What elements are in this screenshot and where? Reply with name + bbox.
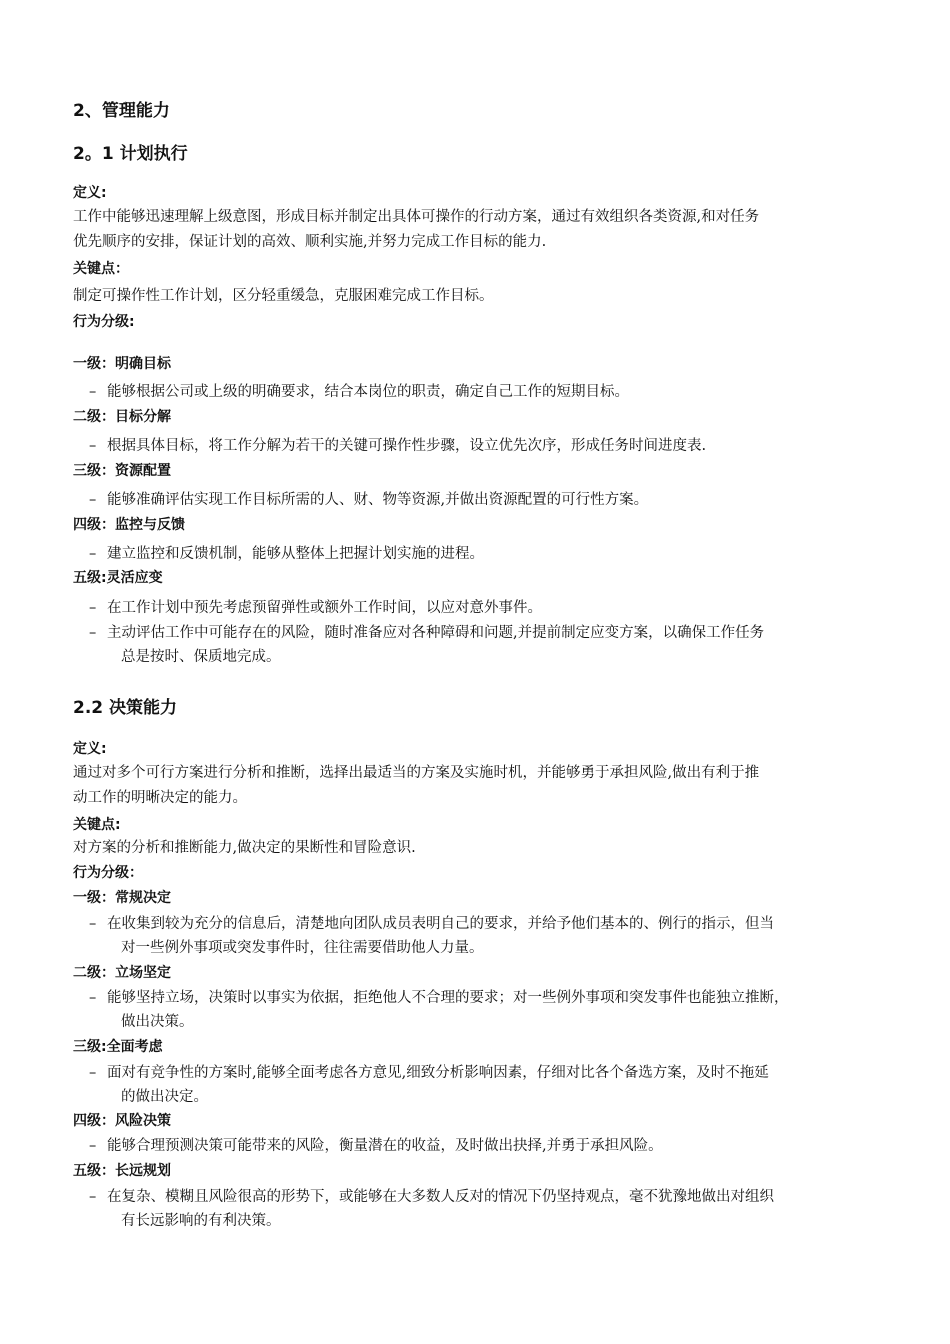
level-title: 四级：监控与反馈: [73, 517, 185, 533]
level-item: – 能够根据公司或上级的明确要求，结合本岗位的职责，确定自己工作的短期目标。: [89, 380, 889, 404]
level-title: 三级：资源配置: [73, 463, 171, 479]
level-title: 五级：长远规划: [73, 1163, 171, 1179]
level-title: 四级：风险决策: [73, 1113, 171, 1129]
level-item: – 能够准确评估实现工作目标所需的人、财、物等资源,并做出资源配置的可行性方案。: [89, 488, 889, 512]
bullet-dash: –: [89, 990, 97, 1006]
level-item: – 主动评估工作中可能存在的风险，随时准备应对各种障碍和问题,并提前制定应变方案，以确保工作任务 总是按时、保质地完成。: [89, 621, 889, 669]
bullet-dash: –: [89, 1189, 97, 1205]
level-item: – 在复杂、模糊且风险很高的形势下，或能够在大多数人反对的情况下仍坚持观点，毫不犹豫地做出对组织 有长远影响的有利决策。: [89, 1185, 889, 1233]
bullet-dash: –: [89, 1065, 97, 1081]
definition-text: [73, 761, 885, 811]
bullet-dash: –: [89, 625, 97, 641]
bullet-dash: –: [89, 492, 97, 508]
definition-text: [73, 205, 885, 255]
bullet-dash: –: [89, 384, 97, 400]
level-item: – 在工作计划中预先考虑预留弹性或额外工作时间，以应对意外事件。: [89, 596, 889, 620]
level-item: – 能够坚持立场，决策时以事实为依据，拒绝他人不合理的要求；对一些例外事项和突发事件也能独立推断， 做出决策。: [89, 986, 889, 1034]
level-item: – 建立监控和反馈机制，能够从整体上把握计划实施的进程。: [89, 542, 889, 566]
bullet-dash: –: [89, 546, 97, 562]
level-item: – 能够合理预测决策可能带来的风险，衡量潜在的收益，及时做出抉择,并勇于承担风险。: [89, 1134, 889, 1158]
bullet-dash: –: [89, 600, 97, 616]
key-points-label: 关键点：: [73, 261, 129, 277]
behavior-levels-label: 行为分级:: [73, 314, 135, 330]
level-title: 二级：目标分解: [73, 409, 171, 425]
key-points-label: 关键点:: [73, 817, 121, 833]
bullet-dash: –: [89, 1138, 97, 1154]
level-item: – 根据具体目标，将工作分解为若干的关键可操作性步骤，设立优先次序，形成任务时间进度表.: [89, 434, 889, 458]
level-item: – 面对有竞争性的方案时,能够全面考虑各方意见,细致分析影响因素，仔细对比各个备选方案，及时不拖延 的做出决定。: [89, 1061, 889, 1109]
definition-line: 工作中能够迅速理解上级意图，形成目标并制定出具体可操作的行动方案，通过有效组织各类资源,和对任务: [73, 209, 760, 225]
level-title: 五级:灵活应变: [73, 570, 163, 586]
behavior-levels-label: 行为分级：: [73, 865, 143, 881]
level-title: 三级:全面考虑: [73, 1039, 163, 1055]
level-title: 二级：立场坚定: [73, 965, 171, 981]
definition-line: 通过对多个可行方案进行分析和推断，选择出最适当的方案及实施时机，并能够勇于承担风险,做出有利于推: [73, 765, 760, 781]
level-title: 一级：明确目标: [73, 356, 171, 372]
bullet-dash: –: [89, 438, 97, 454]
definition-label: 定义:: [73, 185, 107, 201]
definition-label: 定义:: [73, 741, 107, 757]
subsection-heading-decision: 2.2 决策能力: [73, 698, 178, 718]
subsection-heading-planning: 2。1 计划执行: [73, 144, 188, 164]
definition-line: 优先顺序的安排，保证计划的高效、顺利实施,并努力完成工作目标的能力.: [73, 234, 547, 250]
level-item: – 在收集到较为充分的信息后，清楚地向团队成员表明自己的要求，并给予他们基本的、例行的指示，但当 对一些例外事项或突发事件时，往往需要借助他人力量。: [89, 912, 889, 960]
level-title: 一级：常规决定: [73, 890, 171, 906]
key-points-text: 制定可操作性工作计划，区分轻重缓急，克服困难完成工作目标。: [73, 288, 494, 304]
key-points-text: 对方案的分析和推断能力,做决定的果断性和冒险意识.: [73, 840, 416, 856]
definition-line: 动工作的明晰决定的能力。: [73, 790, 247, 806]
section-heading: 2、管理能力: [73, 101, 170, 121]
bullet-dash: –: [89, 916, 97, 932]
